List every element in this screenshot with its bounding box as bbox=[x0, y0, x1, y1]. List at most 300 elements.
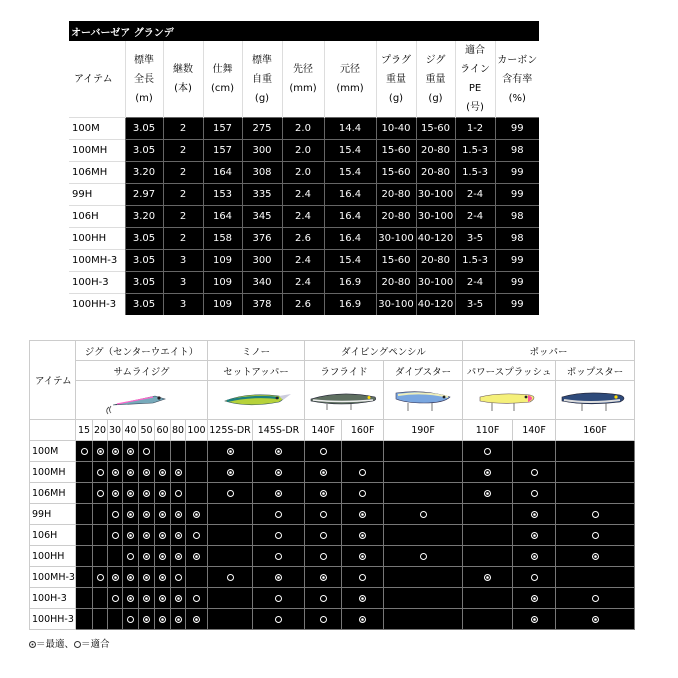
spec-value: 378 bbox=[242, 294, 282, 316]
best-mark-icon bbox=[159, 595, 166, 602]
spec-value: 3.05 bbox=[125, 118, 163, 140]
compat-cell bbox=[463, 546, 513, 567]
best-mark-icon bbox=[484, 469, 491, 476]
lure-category-header: ダイビングペンシル bbox=[305, 341, 463, 361]
best-mark-icon bbox=[159, 616, 166, 623]
spec-value: 2 bbox=[163, 140, 203, 162]
best-mark-icon bbox=[159, 553, 166, 560]
fit-mark-icon bbox=[112, 595, 119, 602]
compat-cell bbox=[155, 546, 171, 567]
spec-header-cell bbox=[376, 41, 416, 118]
compat-cell bbox=[186, 525, 208, 546]
best-mark-icon bbox=[159, 511, 166, 518]
spec-value: 1.5-3 bbox=[455, 162, 495, 184]
compat-cell bbox=[208, 525, 253, 546]
compat-cell bbox=[155, 462, 171, 483]
compat-cell bbox=[384, 483, 463, 504]
compat-cell bbox=[342, 546, 384, 567]
compat-cell bbox=[186, 462, 208, 483]
compat-cell bbox=[463, 588, 513, 609]
compat-cell bbox=[76, 567, 93, 588]
spec-value: 1.5-3 bbox=[455, 140, 495, 162]
compat-cell bbox=[123, 462, 139, 483]
table-row bbox=[69, 294, 539, 316]
spec-header-line: プラグ bbox=[381, 54, 411, 66]
compat-cell bbox=[305, 609, 342, 630]
compat-cell bbox=[186, 483, 208, 504]
compat-cell bbox=[123, 504, 139, 525]
compat-cell bbox=[253, 546, 305, 567]
lure-model-name: ラフライド bbox=[305, 361, 384, 381]
compat-cell bbox=[108, 567, 123, 588]
fit-mark-icon bbox=[275, 511, 282, 518]
lure-size-label: 100 bbox=[186, 420, 208, 441]
compat-cell bbox=[253, 441, 305, 462]
compat-cell bbox=[155, 567, 171, 588]
spec-header-line: 含有率 bbox=[502, 73, 533, 85]
best-mark-icon bbox=[359, 595, 366, 602]
best-mark-icon bbox=[175, 469, 182, 476]
compat-cell bbox=[513, 441, 556, 462]
compat-cell bbox=[556, 504, 635, 525]
best-mark-icon bbox=[592, 616, 599, 623]
best-mark-icon bbox=[127, 469, 134, 476]
compat-cell bbox=[384, 567, 463, 588]
minnow-lure-icon bbox=[208, 381, 305, 420]
compat-cell bbox=[76, 462, 93, 483]
compat-cell bbox=[108, 609, 123, 630]
spec-value: 15.4 bbox=[324, 250, 376, 272]
table-row bbox=[30, 483, 635, 504]
compat-cell bbox=[93, 567, 108, 588]
spec-value: 2-4 bbox=[455, 184, 495, 206]
spec-header-line: (%) bbox=[508, 92, 526, 104]
compat-cell bbox=[253, 504, 305, 525]
compat-cell bbox=[208, 588, 253, 609]
best-mark-icon bbox=[275, 448, 282, 455]
spec-value: 2.4 bbox=[282, 272, 324, 294]
best-mark-icon bbox=[175, 616, 182, 623]
spec-value: 3 bbox=[163, 294, 203, 316]
compat-cell bbox=[139, 504, 155, 525]
best-mark-icon bbox=[275, 490, 282, 497]
spec-item-name: 100HH bbox=[69, 228, 125, 250]
best-mark-icon bbox=[175, 511, 182, 518]
compat-cell bbox=[76, 546, 93, 567]
spec-value: 20-80 bbox=[416, 250, 455, 272]
compat-cell bbox=[342, 588, 384, 609]
pop-star-lure-icon bbox=[556, 381, 635, 420]
compat-cell bbox=[208, 609, 253, 630]
spec-value: 99 bbox=[495, 250, 539, 272]
compat-cell bbox=[93, 462, 108, 483]
spec-value: 20-80 bbox=[416, 140, 455, 162]
fit-mark-icon bbox=[275, 616, 282, 623]
spec-header-line: (号) bbox=[466, 102, 484, 113]
compat-cell bbox=[171, 504, 186, 525]
lure-size-label: 145S-DR bbox=[253, 420, 305, 441]
compat-cell bbox=[93, 609, 108, 630]
compat-cell bbox=[139, 588, 155, 609]
spec-header-line: 適合 bbox=[465, 45, 485, 56]
spec-item-name: 106H bbox=[69, 206, 125, 228]
table-row bbox=[30, 441, 635, 462]
spec-value: 2 bbox=[163, 228, 203, 250]
best-mark-icon bbox=[97, 448, 104, 455]
compat-cell bbox=[208, 483, 253, 504]
spec-value: 164 bbox=[203, 162, 242, 184]
compat-cell bbox=[76, 441, 93, 462]
fit-mark-icon bbox=[275, 553, 282, 560]
fit-mark-icon bbox=[74, 641, 81, 648]
lure-size-label: 60 bbox=[155, 420, 171, 441]
spec-header-cell bbox=[125, 41, 163, 118]
best-mark-icon bbox=[127, 490, 134, 497]
spec-header-line: (cm) bbox=[210, 83, 235, 94]
spec-header-line: 仕舞 bbox=[212, 64, 233, 75]
compat-cell bbox=[305, 525, 342, 546]
spec-value: 2-4 bbox=[455, 272, 495, 294]
compat-cell bbox=[93, 546, 108, 567]
table-row bbox=[69, 250, 539, 272]
compat-cell bbox=[171, 546, 186, 567]
compat-cell bbox=[139, 546, 155, 567]
compat-cell bbox=[171, 483, 186, 504]
spec-value: 16.9 bbox=[324, 294, 376, 316]
best-mark-icon bbox=[175, 595, 182, 602]
spec-header-cell bbox=[416, 41, 455, 118]
spec-value: 15-60 bbox=[416, 118, 455, 140]
spec-value: 99 bbox=[495, 272, 539, 294]
spec-value: 153 bbox=[203, 184, 242, 206]
best-mark-icon bbox=[159, 469, 166, 476]
fit-mark-icon bbox=[275, 532, 282, 539]
lure-model-name: パワースプラッシュ bbox=[463, 361, 556, 381]
compat-cell bbox=[123, 567, 139, 588]
compat-cell bbox=[384, 609, 463, 630]
spec-value: 300 bbox=[242, 140, 282, 162]
spec-value: 14.4 bbox=[324, 118, 376, 140]
spec-value: 15.4 bbox=[324, 140, 376, 162]
spec-value: 30-100 bbox=[416, 184, 455, 206]
compat-cell bbox=[384, 588, 463, 609]
spec-value: 2.6 bbox=[282, 228, 324, 250]
fit-mark-icon bbox=[531, 490, 538, 497]
spec-header-line: (本) bbox=[174, 83, 192, 94]
fit-mark-icon bbox=[359, 469, 366, 476]
diving-pencil-lure-icon bbox=[305, 381, 384, 420]
compat-cell bbox=[556, 462, 635, 483]
spec-header-cell bbox=[324, 41, 376, 118]
compat-cell bbox=[305, 462, 342, 483]
compat-cell bbox=[155, 504, 171, 525]
lure-size-label: 80 bbox=[171, 420, 186, 441]
spec-value: 2.6 bbox=[282, 294, 324, 316]
compat-cell bbox=[139, 483, 155, 504]
lure-model-name: サムライジグ bbox=[76, 361, 208, 381]
spec-value: 3.20 bbox=[125, 162, 163, 184]
compat-cell bbox=[513, 546, 556, 567]
spec-value: 109 bbox=[203, 294, 242, 316]
compat-cell bbox=[513, 504, 556, 525]
compat-cell bbox=[108, 546, 123, 567]
lure-item-header: アイテム bbox=[30, 341, 76, 420]
best-mark-icon bbox=[29, 641, 36, 648]
best-mark-icon bbox=[592, 553, 599, 560]
compat-cell bbox=[253, 483, 305, 504]
best-mark-icon bbox=[175, 553, 182, 560]
spec-value: 3.05 bbox=[125, 228, 163, 250]
compat-cell bbox=[123, 546, 139, 567]
spec-value: 300 bbox=[242, 250, 282, 272]
spec-header-line: (m) bbox=[135, 92, 153, 104]
table-row bbox=[69, 118, 539, 140]
spec-value: 335 bbox=[242, 184, 282, 206]
spec-value: 109 bbox=[203, 250, 242, 272]
compat-cell bbox=[253, 609, 305, 630]
best-mark-icon bbox=[359, 616, 366, 623]
spec-header-line: 自重 bbox=[252, 73, 272, 85]
compat-cell bbox=[463, 525, 513, 546]
compat-cell bbox=[384, 462, 463, 483]
spec-value: 30-100 bbox=[416, 272, 455, 294]
spec-value: 3-5 bbox=[455, 228, 495, 250]
spec-value: 2.4 bbox=[282, 250, 324, 272]
best-mark-icon bbox=[143, 532, 150, 539]
spec-value: 2.0 bbox=[282, 118, 324, 140]
compat-cell bbox=[186, 504, 208, 525]
spec-header-line: 標準 bbox=[252, 54, 272, 66]
best-mark-icon bbox=[143, 469, 150, 476]
compat-cell bbox=[556, 567, 635, 588]
best-mark-icon bbox=[159, 532, 166, 539]
lure-row-item-name: 100MH bbox=[30, 462, 76, 483]
compat-cell bbox=[108, 525, 123, 546]
spec-item-name: 100M bbox=[69, 118, 125, 140]
fit-mark-icon bbox=[127, 553, 134, 560]
spec-value: 3.05 bbox=[125, 250, 163, 272]
compat-cell bbox=[139, 462, 155, 483]
fit-mark-icon bbox=[112, 532, 119, 539]
spec-value: 16.9 bbox=[324, 272, 376, 294]
best-mark-icon bbox=[484, 490, 491, 497]
best-mark-icon bbox=[320, 490, 327, 497]
best-mark-icon bbox=[143, 511, 150, 518]
compat-cell bbox=[556, 546, 635, 567]
best-mark-icon bbox=[227, 448, 234, 455]
dive-star-lure-icon bbox=[384, 381, 463, 420]
compat-cell bbox=[463, 483, 513, 504]
spec-header-line: 継数 bbox=[173, 64, 193, 75]
best-mark-icon bbox=[143, 595, 150, 602]
fit-mark-icon bbox=[531, 574, 538, 581]
fit-mark-icon bbox=[592, 532, 599, 539]
compat-cell bbox=[384, 525, 463, 546]
spec-header-line: 重量 bbox=[425, 73, 446, 85]
spec-header-line: 標準 bbox=[134, 54, 154, 66]
compat-cell bbox=[513, 588, 556, 609]
spec-value: 16.4 bbox=[324, 228, 376, 250]
compat-cell bbox=[253, 462, 305, 483]
best-mark-icon bbox=[359, 553, 366, 560]
spec-value: 98 bbox=[495, 206, 539, 228]
spec-value: 109 bbox=[203, 272, 242, 294]
spec-value: 40-120 bbox=[416, 228, 455, 250]
legend-best-label: ＝最適、 bbox=[36, 639, 75, 650]
lure-size-label: 160F bbox=[556, 420, 635, 441]
spec-header-line: アイテム bbox=[74, 73, 113, 85]
fit-mark-icon bbox=[175, 574, 182, 581]
compat-cell bbox=[93, 588, 108, 609]
compat-cell bbox=[93, 525, 108, 546]
compat-cell bbox=[155, 441, 171, 462]
legend bbox=[29, 636, 110, 650]
table-row bbox=[69, 162, 539, 184]
popper-lure-icon bbox=[463, 381, 556, 420]
compat-cell bbox=[253, 567, 305, 588]
spec-value: 3.05 bbox=[125, 140, 163, 162]
spec-header-cell bbox=[203, 41, 242, 118]
compat-cell bbox=[139, 441, 155, 462]
compat-cell bbox=[139, 609, 155, 630]
spec-value: 16.4 bbox=[324, 206, 376, 228]
spec-header-cell bbox=[69, 41, 125, 118]
spec-value: 164 bbox=[203, 206, 242, 228]
compat-cell bbox=[342, 462, 384, 483]
spec-header-line: 重量 bbox=[386, 73, 406, 85]
compat-cell bbox=[171, 525, 186, 546]
compat-cell bbox=[186, 441, 208, 462]
compat-cell bbox=[463, 609, 513, 630]
compat-cell bbox=[76, 483, 93, 504]
best-mark-icon bbox=[193, 616, 200, 623]
lure-size-label: 140F bbox=[305, 420, 342, 441]
fit-mark-icon bbox=[420, 511, 427, 518]
lure-row-item-name: 100HH bbox=[30, 546, 76, 567]
compat-cell bbox=[108, 588, 123, 609]
lure-row-item-name: 100M bbox=[30, 441, 76, 462]
compat-cell bbox=[139, 525, 155, 546]
spec-header-line: (mm) bbox=[289, 83, 317, 94]
compat-cell bbox=[123, 525, 139, 546]
compat-cell bbox=[513, 483, 556, 504]
fit-mark-icon bbox=[359, 490, 366, 497]
jig-lure-icon bbox=[76, 381, 208, 420]
compat-cell bbox=[155, 588, 171, 609]
table-row bbox=[30, 462, 635, 483]
spec-value: 3.05 bbox=[125, 294, 163, 316]
compat-cell bbox=[305, 588, 342, 609]
compat-cell bbox=[93, 483, 108, 504]
spec-value: 15-60 bbox=[376, 250, 416, 272]
compat-cell bbox=[208, 441, 253, 462]
best-mark-icon bbox=[275, 469, 282, 476]
fit-mark-icon bbox=[320, 616, 327, 623]
spec-value: 20-80 bbox=[376, 206, 416, 228]
table-row bbox=[69, 184, 539, 206]
spec-value: 275 bbox=[242, 118, 282, 140]
spec-header-cell bbox=[163, 41, 203, 118]
compat-cell bbox=[171, 441, 186, 462]
spec-header-cell bbox=[282, 41, 324, 118]
lure-category-header: ポッパー bbox=[463, 341, 635, 361]
spec-value: 2 bbox=[163, 162, 203, 184]
compat-cell bbox=[556, 525, 635, 546]
lure-size-label: 50 bbox=[139, 420, 155, 441]
lure-model-name: ポップスター bbox=[556, 361, 635, 381]
compat-cell bbox=[305, 567, 342, 588]
fit-mark-icon bbox=[175, 490, 182, 497]
spec-value: 3.20 bbox=[125, 206, 163, 228]
compat-cell bbox=[123, 483, 139, 504]
compat-cell bbox=[108, 504, 123, 525]
spec-value: 99 bbox=[495, 184, 539, 206]
compat-cell bbox=[342, 483, 384, 504]
best-mark-icon bbox=[531, 532, 538, 539]
spec-value: 2 bbox=[163, 184, 203, 206]
best-mark-icon bbox=[175, 532, 182, 539]
spec-header-cell bbox=[242, 41, 282, 118]
best-mark-icon bbox=[359, 511, 366, 518]
best-mark-icon bbox=[275, 574, 282, 581]
compat-cell bbox=[253, 525, 305, 546]
best-mark-icon bbox=[227, 469, 234, 476]
spec-header-line: 元径 bbox=[340, 64, 360, 75]
compat-cell bbox=[123, 441, 139, 462]
spec-value: 2.4 bbox=[282, 184, 324, 206]
best-mark-icon bbox=[127, 511, 134, 518]
spec-table bbox=[69, 21, 539, 315]
spec-value: 3.05 bbox=[125, 272, 163, 294]
spec-value: 98 bbox=[495, 228, 539, 250]
lure-model-name: セットアッパー bbox=[208, 361, 305, 381]
lure-row-item-name: 99H bbox=[30, 504, 76, 525]
best-mark-icon bbox=[531, 616, 538, 623]
weight-row-blank bbox=[30, 420, 76, 441]
spec-value: 1-2 bbox=[455, 118, 495, 140]
fit-mark-icon bbox=[420, 553, 427, 560]
lure-size-label: 190F bbox=[384, 420, 463, 441]
compat-cell bbox=[305, 504, 342, 525]
spec-header-line: PE bbox=[468, 83, 482, 94]
spec-header-line: 先径 bbox=[293, 64, 313, 75]
spec-item-name: 100MH-3 bbox=[69, 250, 125, 272]
best-mark-icon bbox=[112, 490, 119, 497]
best-mark-icon bbox=[159, 574, 166, 581]
compat-cell bbox=[76, 525, 93, 546]
table-row bbox=[69, 140, 539, 162]
lure-size-label: 125S-DR bbox=[208, 420, 253, 441]
spec-item-name: 106MH bbox=[69, 162, 125, 184]
spec-value: 99 bbox=[495, 162, 539, 184]
compat-cell bbox=[305, 546, 342, 567]
spec-header-cell bbox=[495, 41, 539, 118]
best-mark-icon bbox=[531, 511, 538, 518]
compat-cell bbox=[556, 609, 635, 630]
spec-value: 2 bbox=[163, 206, 203, 228]
spec-header-line: (mm) bbox=[336, 83, 364, 94]
table-row bbox=[69, 206, 539, 228]
spec-item-name: 100MH bbox=[69, 140, 125, 162]
table-row bbox=[30, 609, 635, 630]
compat-cell bbox=[171, 462, 186, 483]
compat-cell bbox=[108, 483, 123, 504]
compat-cell bbox=[186, 588, 208, 609]
fit-mark-icon bbox=[97, 490, 104, 497]
fit-mark-icon bbox=[143, 448, 150, 455]
spec-value: 10-40 bbox=[376, 118, 416, 140]
fit-mark-icon bbox=[484, 448, 491, 455]
